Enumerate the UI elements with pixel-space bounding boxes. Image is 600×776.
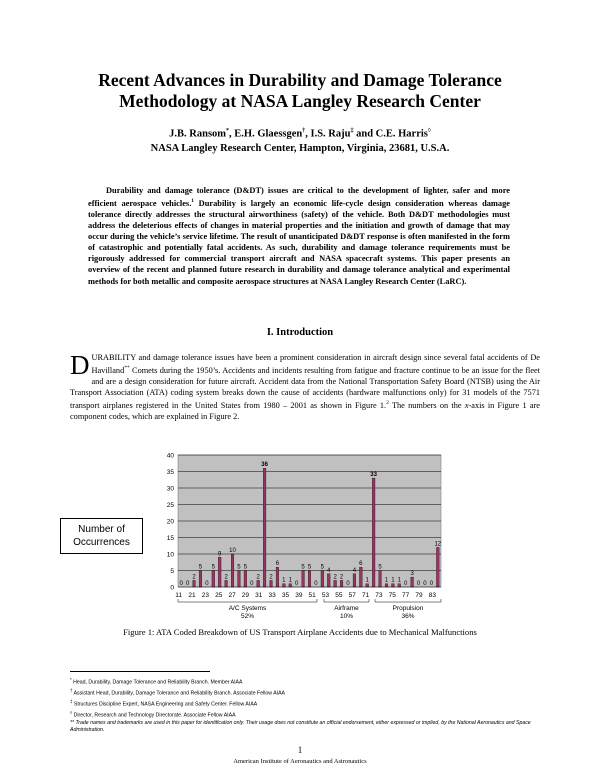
y-tick-label: 25	[166, 502, 174, 509]
author-affiliation: NASA Langley Research Center, Hampton, Virginia, 23681, U.S.A.	[150, 142, 450, 154]
bar	[379, 571, 382, 588]
y-axis-label-line: Occurrences	[73, 537, 130, 548]
bar	[238, 571, 241, 588]
bar	[372, 478, 375, 587]
footnote-mark: †	[70, 687, 73, 693]
bar	[334, 580, 337, 587]
bar	[231, 554, 234, 587]
x-tick-label: 75	[388, 592, 396, 599]
reference-mark: 2	[386, 400, 389, 407]
bar-value-label: 12	[434, 541, 442, 548]
bar-value-label: 6	[359, 561, 363, 568]
footnote	[70, 687, 550, 698]
x-tick-label: 33	[268, 592, 276, 599]
bar-value-label: 5	[378, 564, 382, 571]
bar-value-label: 2	[192, 574, 196, 581]
intro-text: URABILITY and damage tolerance issues have been a prominent consideration in aircraft design since several fatal accidents of De Havilland	[91, 353, 540, 375]
footnote	[70, 676, 550, 687]
bar	[218, 557, 221, 587]
bar-value-label: 0	[314, 581, 318, 587]
x-tick-label: 57	[348, 592, 356, 599]
intro-italic: x	[464, 400, 469, 410]
bar	[212, 571, 215, 588]
bar	[392, 584, 395, 587]
bar	[411, 577, 414, 587]
x-tick-label: 11	[175, 592, 183, 599]
bar-value-label: 0	[205, 581, 209, 587]
bar-value-label: 5	[211, 564, 215, 571]
intro-paragraph	[70, 352, 540, 422]
bar-value-label: 0	[250, 581, 254, 587]
bar-value-label: 0	[429, 581, 434, 587]
bar	[353, 574, 356, 587]
bar	[193, 580, 196, 587]
abstract	[88, 185, 510, 287]
footnote-mark: ‡	[70, 698, 73, 704]
footnote	[70, 709, 550, 720]
x-tick-label: 79	[415, 592, 423, 599]
author-name: E.H. Glaessgen	[234, 128, 303, 140]
footnote-rule	[70, 671, 210, 672]
bar-value-label: 0	[423, 581, 427, 587]
bar-value-label: 2	[224, 574, 228, 581]
bar-value-label: 2	[256, 574, 260, 581]
intro-text: Comets during the 1950’s. Accidents and incidents resulting from fatigue and fracture continue to be an issue for the fleet and are a design consideration for future aircraft. Accident data from the National Transportation Safety Board (NTSB) using the Air Transport Association (ATA) coding system breaks down the cause of accidents (hardware malfunctions only) for 31 models of the 7571 transport airplanes registered in the United States from 1980 – 2001 as shown in Figure 1.	[70, 365, 540, 410]
y-tick-label: 15	[166, 535, 174, 542]
bar	[385, 584, 388, 587]
bar-value-label: 1	[391, 577, 395, 584]
bar	[302, 571, 305, 588]
intro-text: The numbers on the	[388, 400, 465, 410]
y-axis-label-line: Number of	[78, 524, 125, 535]
abstract-text: Durability and damage tolerance (D&DT) issues are critical to the development of lighter, safer and more efficient aerospace vehicles.	[88, 186, 510, 208]
bar-value-label: 0	[346, 581, 350, 587]
bar-value-label: 5	[237, 564, 241, 571]
bar-value-label: 5	[243, 564, 248, 571]
bar	[270, 580, 273, 587]
bar-value-label: 5	[307, 564, 312, 571]
bar	[225, 580, 228, 587]
author-mark: †	[302, 128, 306, 134]
footnote-mark: *	[70, 677, 72, 682]
bar	[359, 567, 362, 587]
bar-value-label: 1	[365, 577, 369, 584]
y-axis-label-box	[60, 518, 143, 554]
drop-cap: D	[70, 350, 90, 380]
bar-value-label: 5	[301, 564, 305, 571]
group-percent: 10%	[339, 613, 354, 620]
y-tick-label: 0	[170, 584, 174, 592]
footnote-mark: ◊	[70, 709, 73, 715]
author-mark: ‡	[350, 128, 354, 134]
y-tick-label: 35	[166, 469, 174, 476]
bar-value-label: 2	[339, 574, 344, 581]
reference-mark: 1	[191, 198, 195, 205]
footnote-text: Assistant Head, Durability, Damage Tolerance and Reliability Branch. Associate Fellow AIAA	[72, 690, 286, 697]
intro-text: -axis in Figure 1 are component codes, which are explained in Figure 2.	[70, 400, 540, 421]
page-footer: American Institute of Aeronautics and Astronautics	[233, 758, 367, 765]
page-number: 1	[297, 745, 303, 755]
y-tick-label: 40	[166, 452, 174, 460]
y-tick-label: 20	[166, 518, 174, 526]
bar-value-label: 3	[410, 571, 414, 578]
group-label: A/C Systems	[228, 605, 267, 612]
bar-value-label: 5	[198, 564, 203, 571]
bar-value-label: 1	[397, 577, 401, 584]
bar-value-label: 1	[288, 577, 292, 584]
bar-value-label: 0	[179, 581, 183, 587]
title-line-2: Methodology at NASA Langley Research Center	[119, 91, 481, 111]
footnote-text: Director, Research and Technology Directorate. Associate Fellow AIAA	[72, 712, 236, 719]
bar	[366, 584, 369, 587]
footnote-text: Head, Durability, Damage Tolerance and Reliability Branch. Member AIAA	[71, 679, 243, 686]
bar-value-label: 0	[294, 581, 299, 587]
x-tick-label: 77	[402, 592, 410, 599]
x-tick-label: 73	[375, 592, 383, 599]
x-tick-label: 23	[201, 592, 209, 599]
bar-value-label: 2	[269, 574, 273, 581]
bar	[327, 574, 330, 587]
bar-value-label: 6	[275, 561, 280, 568]
bar-value-label: 1	[282, 577, 286, 584]
bar	[282, 584, 285, 587]
bar-value-label: 9	[218, 551, 222, 558]
x-tick-label: 55	[335, 592, 343, 599]
author-block	[60, 124, 540, 156]
footnotes	[70, 676, 550, 734]
figure-1	[60, 445, 550, 625]
footnote-mark: **	[124, 365, 130, 372]
x-tick-label: 83	[428, 592, 436, 599]
bar-value-label: 36	[261, 462, 268, 469]
author-separator: ,	[305, 128, 311, 140]
bar	[321, 571, 324, 588]
x-tick-label: 29	[241, 592, 250, 599]
bar	[436, 547, 439, 587]
author-name: J.B. Ransom	[169, 128, 227, 140]
group-percent: 36%	[401, 613, 415, 620]
bar	[199, 571, 202, 588]
paper-title	[60, 70, 540, 112]
figure-caption: Figure 1: ATA Coded Breakdown of US Transport Airplane Accidents due to Mechanical Malfunctions	[123, 627, 477, 637]
bar	[308, 571, 311, 588]
bar-value-label: 5	[320, 564, 325, 571]
x-tick-label: 31	[255, 592, 263, 599]
x-tick-label: 27	[228, 592, 236, 599]
x-tick-label: 39	[295, 592, 303, 599]
bar	[263, 468, 266, 587]
bar-value-label: 0	[185, 581, 190, 587]
x-tick-label: 21	[188, 592, 196, 599]
author-mark: ◊	[427, 128, 431, 134]
group-label: Airframe	[334, 605, 359, 612]
bar-value-label: 4	[327, 567, 331, 574]
author-separator: and	[353, 128, 376, 140]
trademark-note: ** Trade names and trademarks are used in this paper for identification only. Their usage does not constitute an official endorsement, either expressed or implied, by the National Aeronautics and Space Administration.	[70, 719, 531, 733]
title-line-1: Recent Advances in Durability and Damage Tolerance	[98, 70, 502, 90]
abstract-text: Durability is largely an economic life-cycle design consideration whereas damage tolerance directly addresses the structural airworthiness (safety) of the vehicle. Both D&DT methodologies must address the deleterious effects of changes in material properties and the initiation and growth of damage that may occur during the vehicle’s service lifetime. The result of unanticipated D&DT response is often manifested in the form of catastrophic and potentially fatal accidents. As such, durability and damage tolerance requirements must be rigorously addressed for commercial transport aircraft and NASA spacecraft systems. This paper presents an overview of the recent and planned future research in durability and damage tolerance analytical and experimental methods for both metallic and composite aerospace structures at NASA Langley Research Center (LaRC).	[88, 198, 510, 286]
bar	[257, 580, 260, 587]
bar-value-label: 4	[352, 567, 357, 574]
x-tick-label: 51	[308, 592, 316, 599]
bar-value-label: 0	[404, 581, 408, 587]
author-mark: *	[226, 128, 230, 134]
x-tick-label: 35	[281, 592, 290, 599]
bar-value-label: 2	[333, 574, 337, 581]
footnote	[70, 698, 550, 709]
author-name: I.S. Raju	[310, 128, 351, 140]
bar	[398, 584, 401, 587]
bar-value-label: 0	[416, 581, 421, 587]
y-tick-label: 30	[166, 485, 174, 493]
bar	[289, 584, 292, 587]
bar	[340, 580, 343, 587]
x-tick-label: 53	[321, 592, 330, 599]
bar	[276, 567, 279, 587]
author-names	[60, 124, 540, 142]
x-tick-label: 25	[215, 592, 223, 599]
group-label: Propulsion	[392, 605, 424, 612]
y-tick-label: 10	[166, 551, 174, 559]
bar-value-label: 1	[384, 577, 389, 584]
section-heading: I. Introduction	[266, 327, 334, 338]
group-percent: 52%	[240, 613, 255, 620]
y-tick-label: 5	[170, 568, 174, 575]
footnote-text: Structures Discipline Expert, NASA Engineering and Safety Center. Fellow AIAA	[72, 701, 258, 708]
x-tick-label: 71	[361, 592, 370, 599]
bar	[244, 571, 247, 588]
author-separator: ,	[229, 128, 235, 140]
bar-value-label: 10	[229, 548, 236, 554]
bar-value-label: 33	[370, 472, 377, 479]
author-name: C.E. Harris	[375, 128, 428, 140]
